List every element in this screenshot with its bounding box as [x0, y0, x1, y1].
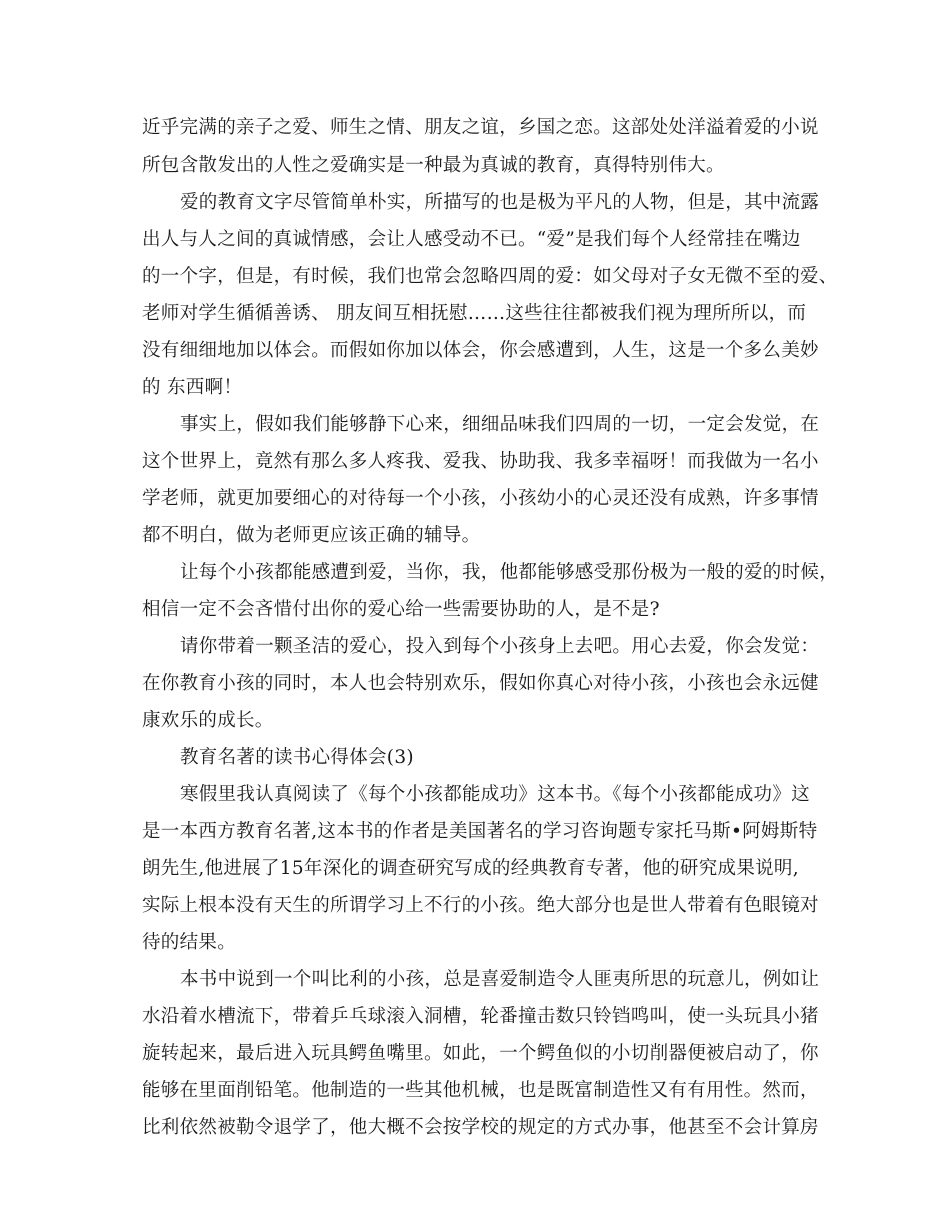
text-line: 所包含散发出的人性之爱确实是一种最为真诚的教育，真得特别伟大。 [142, 155, 725, 176]
text-line: 都不明白，做为老师更应该正确的辅导。 [142, 525, 481, 546]
text-line: 旋转起来，最后进入玩具鳄鱼嘴里。如此，一个鳄鱼似的小切削器便被启动了，你 [142, 1043, 819, 1064]
paragraph-start-line: 爱的教育文字尽管简单朴实，所描写的也是极为平凡的人物，但是，其中流露 [180, 192, 820, 213]
paragraph-start-line: 请你带着一颗圣洁的爱心，投入到每个小孩身上去吧。用心去爱，你会发觉： [180, 636, 820, 657]
paragraph-start-line: 事实上，假如我们能够静下心来，细细品味我们四周的一切，一定会发觉，在 [180, 414, 820, 435]
text-line: 的 东西啊！ [142, 377, 243, 398]
text-line: 相信一定不会吝惜付出你的爱心给一些需要协助的人，是不是? [142, 599, 660, 620]
paragraph-start-line: 寒假里我认真阅读了《每个小孩都能成功》这本书。《每个小孩都能成功》这 [180, 784, 810, 805]
text-line: 的一个字，但是，有时候，我们也常会忽略四周的爱：如父母对子女无微不至的爱、 [142, 266, 838, 287]
section-heading: 教育名著的读书心得体会(3) [180, 747, 414, 768]
text-line: 老师对学生循循善诱、 朋友间互相抚慰……这些往往都被我们视为理所所以，而 [142, 303, 807, 324]
text-line: 康欢乐的成长。 [142, 710, 274, 731]
text-line: 水沿着水槽流下，带着乒乓球滚入洞槽，轮番撞击数只铃铛鸣叫，使一头玩具小猪 [142, 1006, 819, 1027]
text-line: 待的结果。 [142, 932, 237, 953]
text-line: 在你教育小孩的同时，本人也会特别欢乐，假如你真心对待小孩，小孩也会永远健 [142, 673, 819, 694]
text-line: 这个世界上，竟然有那么多人疼我、爱我、协助我、我多幸福呀！而我做为一名小 [142, 451, 819, 472]
text-line: 没有细细地加以体会。而假如你加以体会，你会感遭到，人生，这是一个多么美妙 [142, 340, 819, 361]
text-line: 近乎完满的亲子之爱、师生之情、朋友之谊，乡国之恋。这部处处洋溢着爱的小说 [142, 117, 819, 138]
text-line: 出人与人之间的真诚情感，会让人感受动不已。“爱”是我们每个人经常挂在嘴边 [142, 229, 801, 250]
paragraph-start-line: 让每个小孩都能感遭到爱，当你，我，他都能够感受那份极为一般的爱的时候， [180, 562, 839, 583]
text-line: 学老师，就更加要细心的对待每一个小孩，小孩幼小的心灵还没有成熟，许多事情 [142, 488, 819, 509]
paragraph-start-line: 本书中说到一个叫比利的小孩，总是喜爱制造令人匪夷所思的玩意儿，例如让 [180, 969, 820, 990]
text-line: 实际上根本没有天生的所谓学习上不行的小孩。绝大部分也是世人带着有色眼镜对 [142, 895, 819, 916]
text-line: 比利依然被勒令退学了，他大概不会按学校的规定的方式办事，他甚至不会计算房 [142, 1117, 819, 1138]
text-line: 能够在里面削铅笔。他制造的一些其他机械，也是既富制造性又有有用性。然而， [142, 1080, 819, 1101]
text-line: 是一本西方教育名著,这本书的作者是美国著名的学习咨询题专家托马斯•阿姆斯特 [142, 821, 818, 842]
text-line: 朗先生,他进展了15年深化的调查研究写成的经典教育专著，他的研究成果说明, [142, 858, 799, 879]
